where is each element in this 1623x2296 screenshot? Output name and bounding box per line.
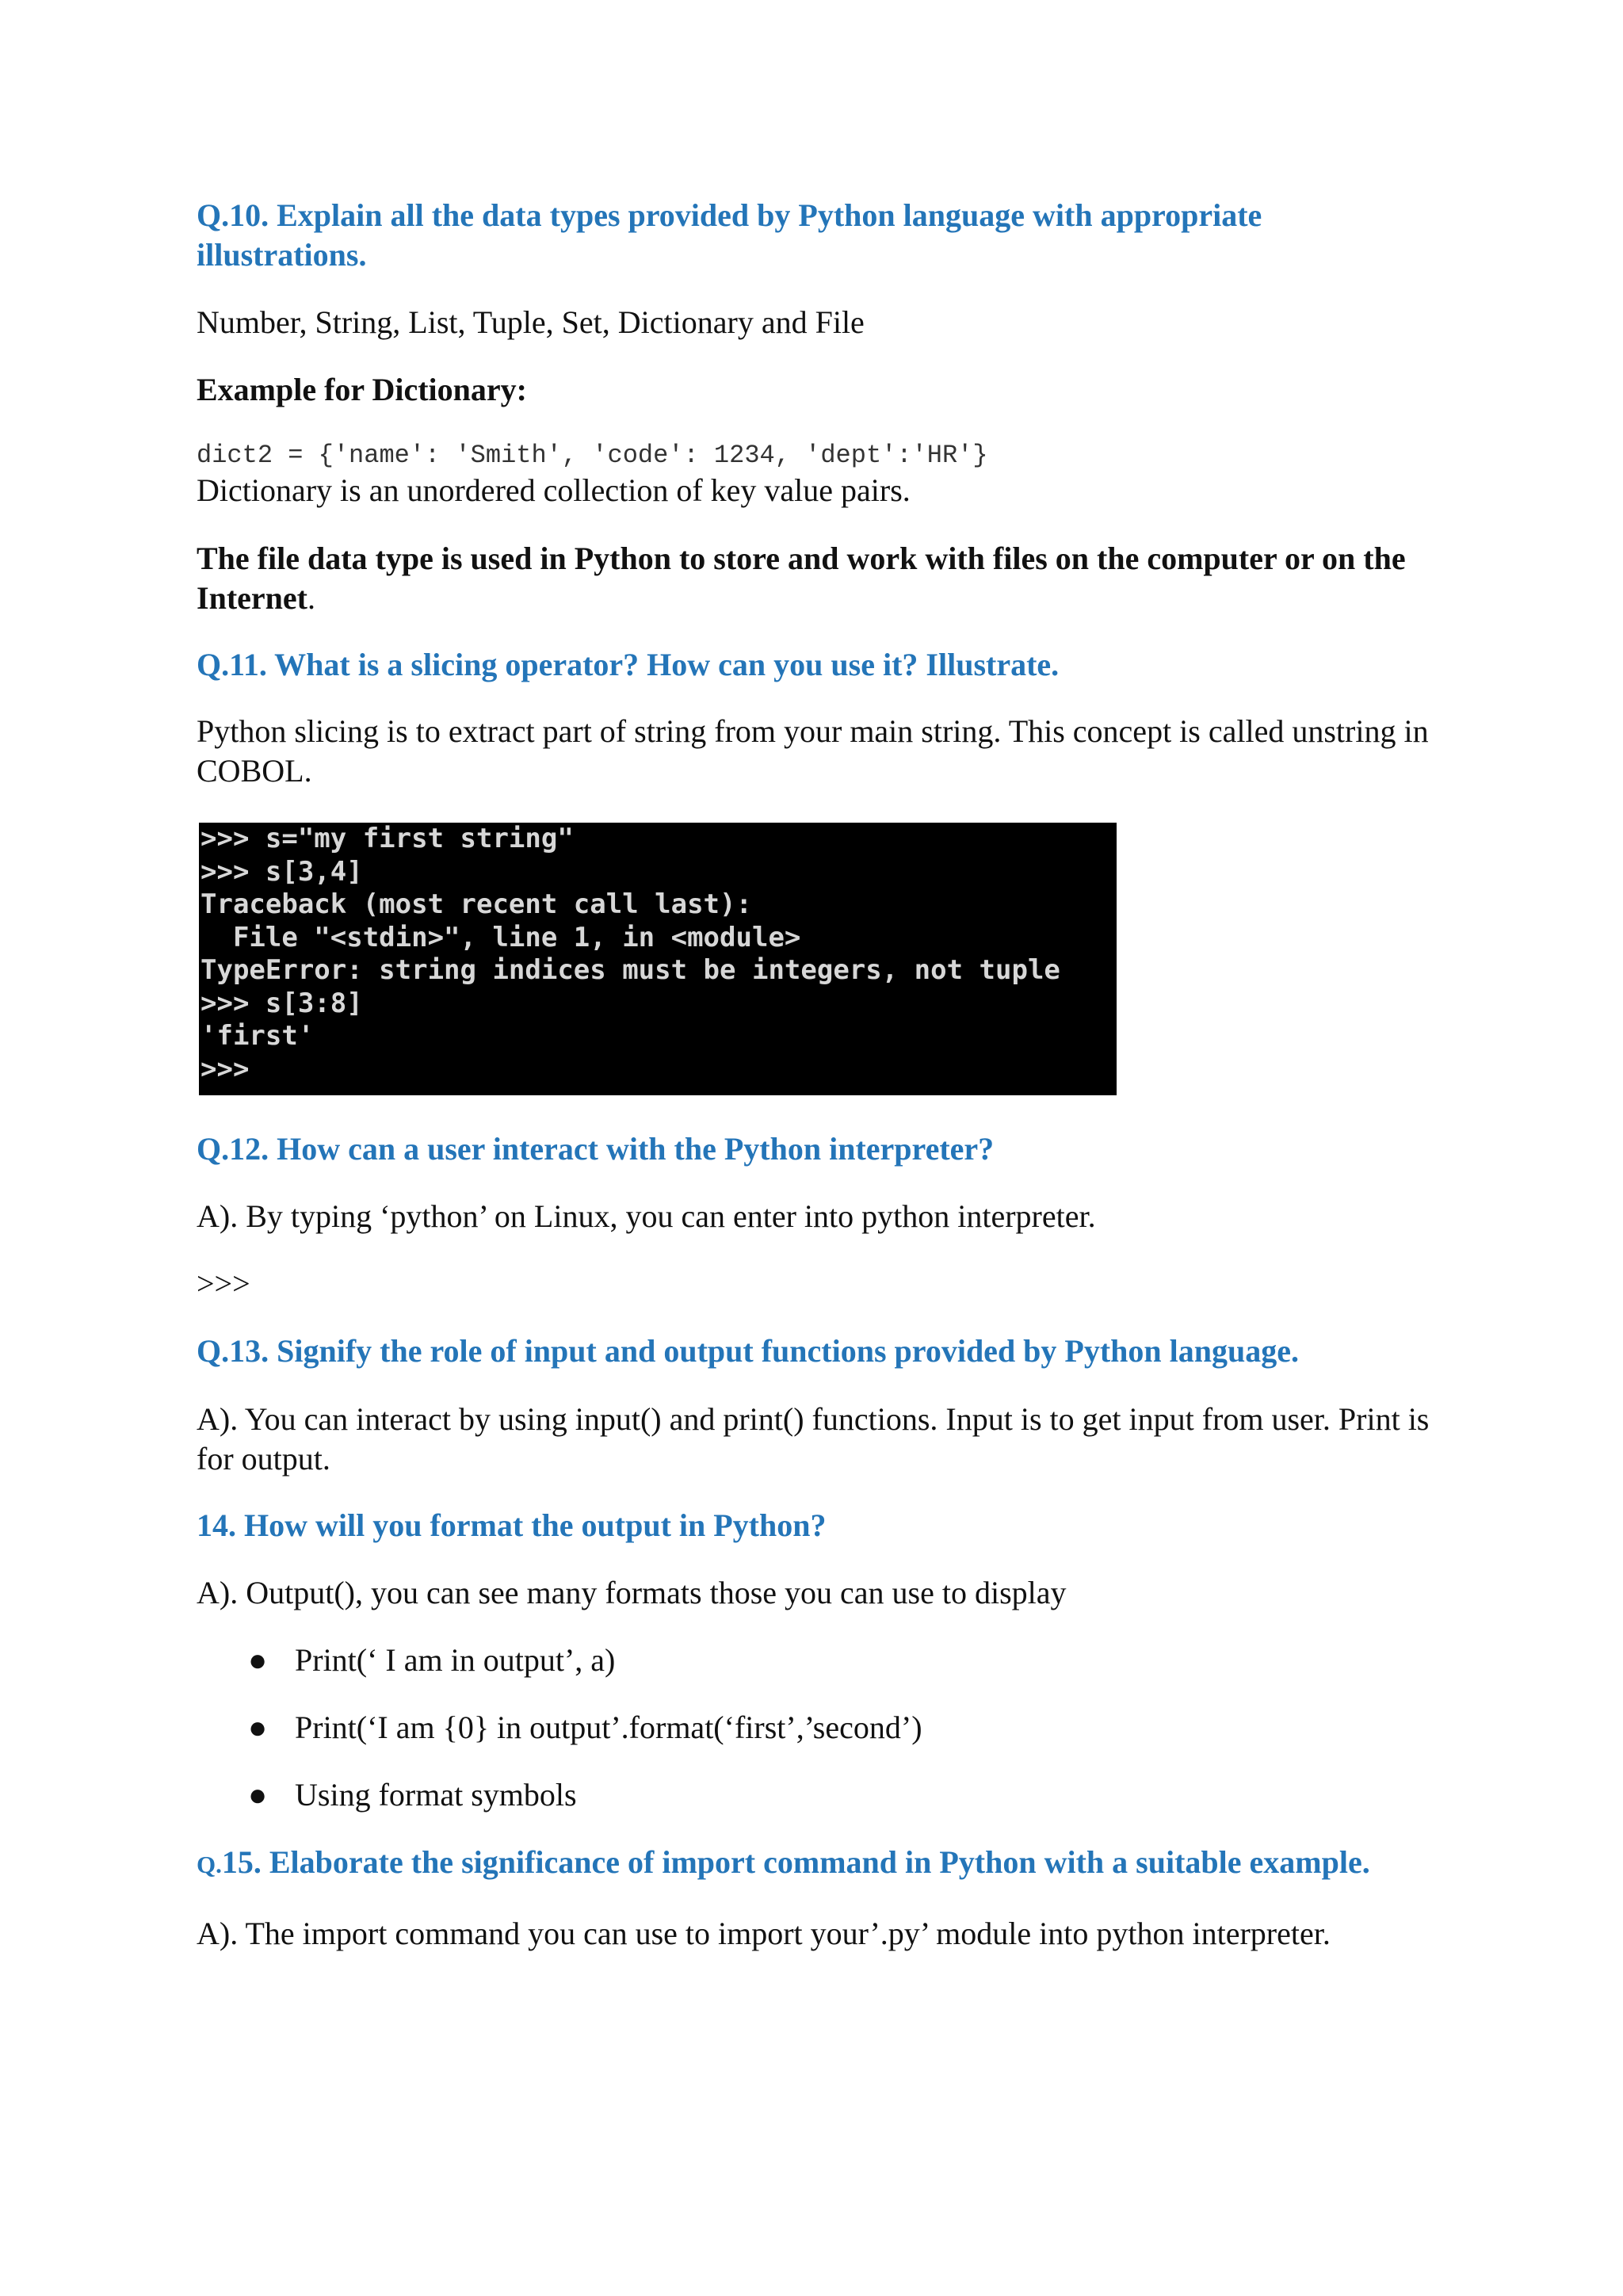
terminal-line: Traceback (most recent call last): [200,888,752,920]
q10-file-description [197,539,1433,618]
q12-answer: A). By typing ‘python’ on Linux, you can enter into python interpreter. [197,1198,1096,1234]
q10-code-example: dict2 = {'name': 'Smith', 'code': 1234, 'dept':'HR'} [197,441,988,470]
q11-answer: Python slicing is to extract part of string from your main string. This concept is called unstring in COBOL. [197,713,1429,789]
terminal-line: >>> s="my first string" [200,823,574,854]
q12-heading: Q.12. How can a user interact with the Python interpreter? [197,1131,995,1167]
q10-heading: Q.10. Explain all the data types provided by Python language with appropriate illustrations. [197,197,1262,273]
bullet-icon: ● [248,1642,268,1678]
q10-example-heading: Example for Dictionary: [197,372,527,407]
q13-heading: Q.13. Signify the role of input and output functions provided by Python language. [197,1333,1300,1369]
terminal-line: >>> s[3:8] [200,987,363,1019]
q15-answer: A). The import command you can use to import your’.py’ module into python interpreter. [197,1916,1331,1951]
terminal-line: TypeError: string indices must be integers, not tuple [200,954,1060,986]
q10-file-description-bold: The file data type is used in Python to store and work with files on the computer or on the Internet [197,541,1406,616]
q12-prompt: >>> [197,1266,250,1301]
q10-answer: Number, String, List, Tuple, Set, Dictionary and File [197,304,865,340]
terminal-line: File "<stdin>", line 1, in <module> [200,921,801,953]
terminal-line: >>> [200,1052,250,1085]
q15-heading [197,1843,1433,1885]
q10-dict-description: Dictionary is an unordered collection of key value pairs. [197,472,911,508]
bullet-icon: ● [248,1777,268,1813]
q14-heading: 14. How will you format the output in Python? [197,1507,827,1543]
terminal-line: >>> s[3,4] [200,855,363,888]
bullet-icon: ● [248,1710,268,1745]
q15-heading-text: 15. Elaborate the significance of import command in Python with a suitable example. [221,1844,1370,1880]
q10-file-description-end: . [307,580,315,616]
list-item-text: Print(‘ I am in output’, a) [295,1642,616,1678]
q11-heading: Q.11. What is a slicing operator? How can you use it? Illustrate. [197,647,1060,682]
q15-heading-prefix: Q. [197,1851,222,1878]
terminal-screenshot [199,823,1117,1095]
terminal-line: 'first' [200,1020,315,1052]
q14-answer: A). Output(), you can see many formats those you can use to display [197,1575,1067,1610]
list-item-text: Print(‘I am {0} in output’.format(‘first’,’second’) [295,1710,922,1745]
q13-answer: A). You can interact by using input() and print() functions. Input is to get input from user. Print is for output. [197,1401,1430,1477]
list-item-text: Using format symbols [295,1777,577,1813]
